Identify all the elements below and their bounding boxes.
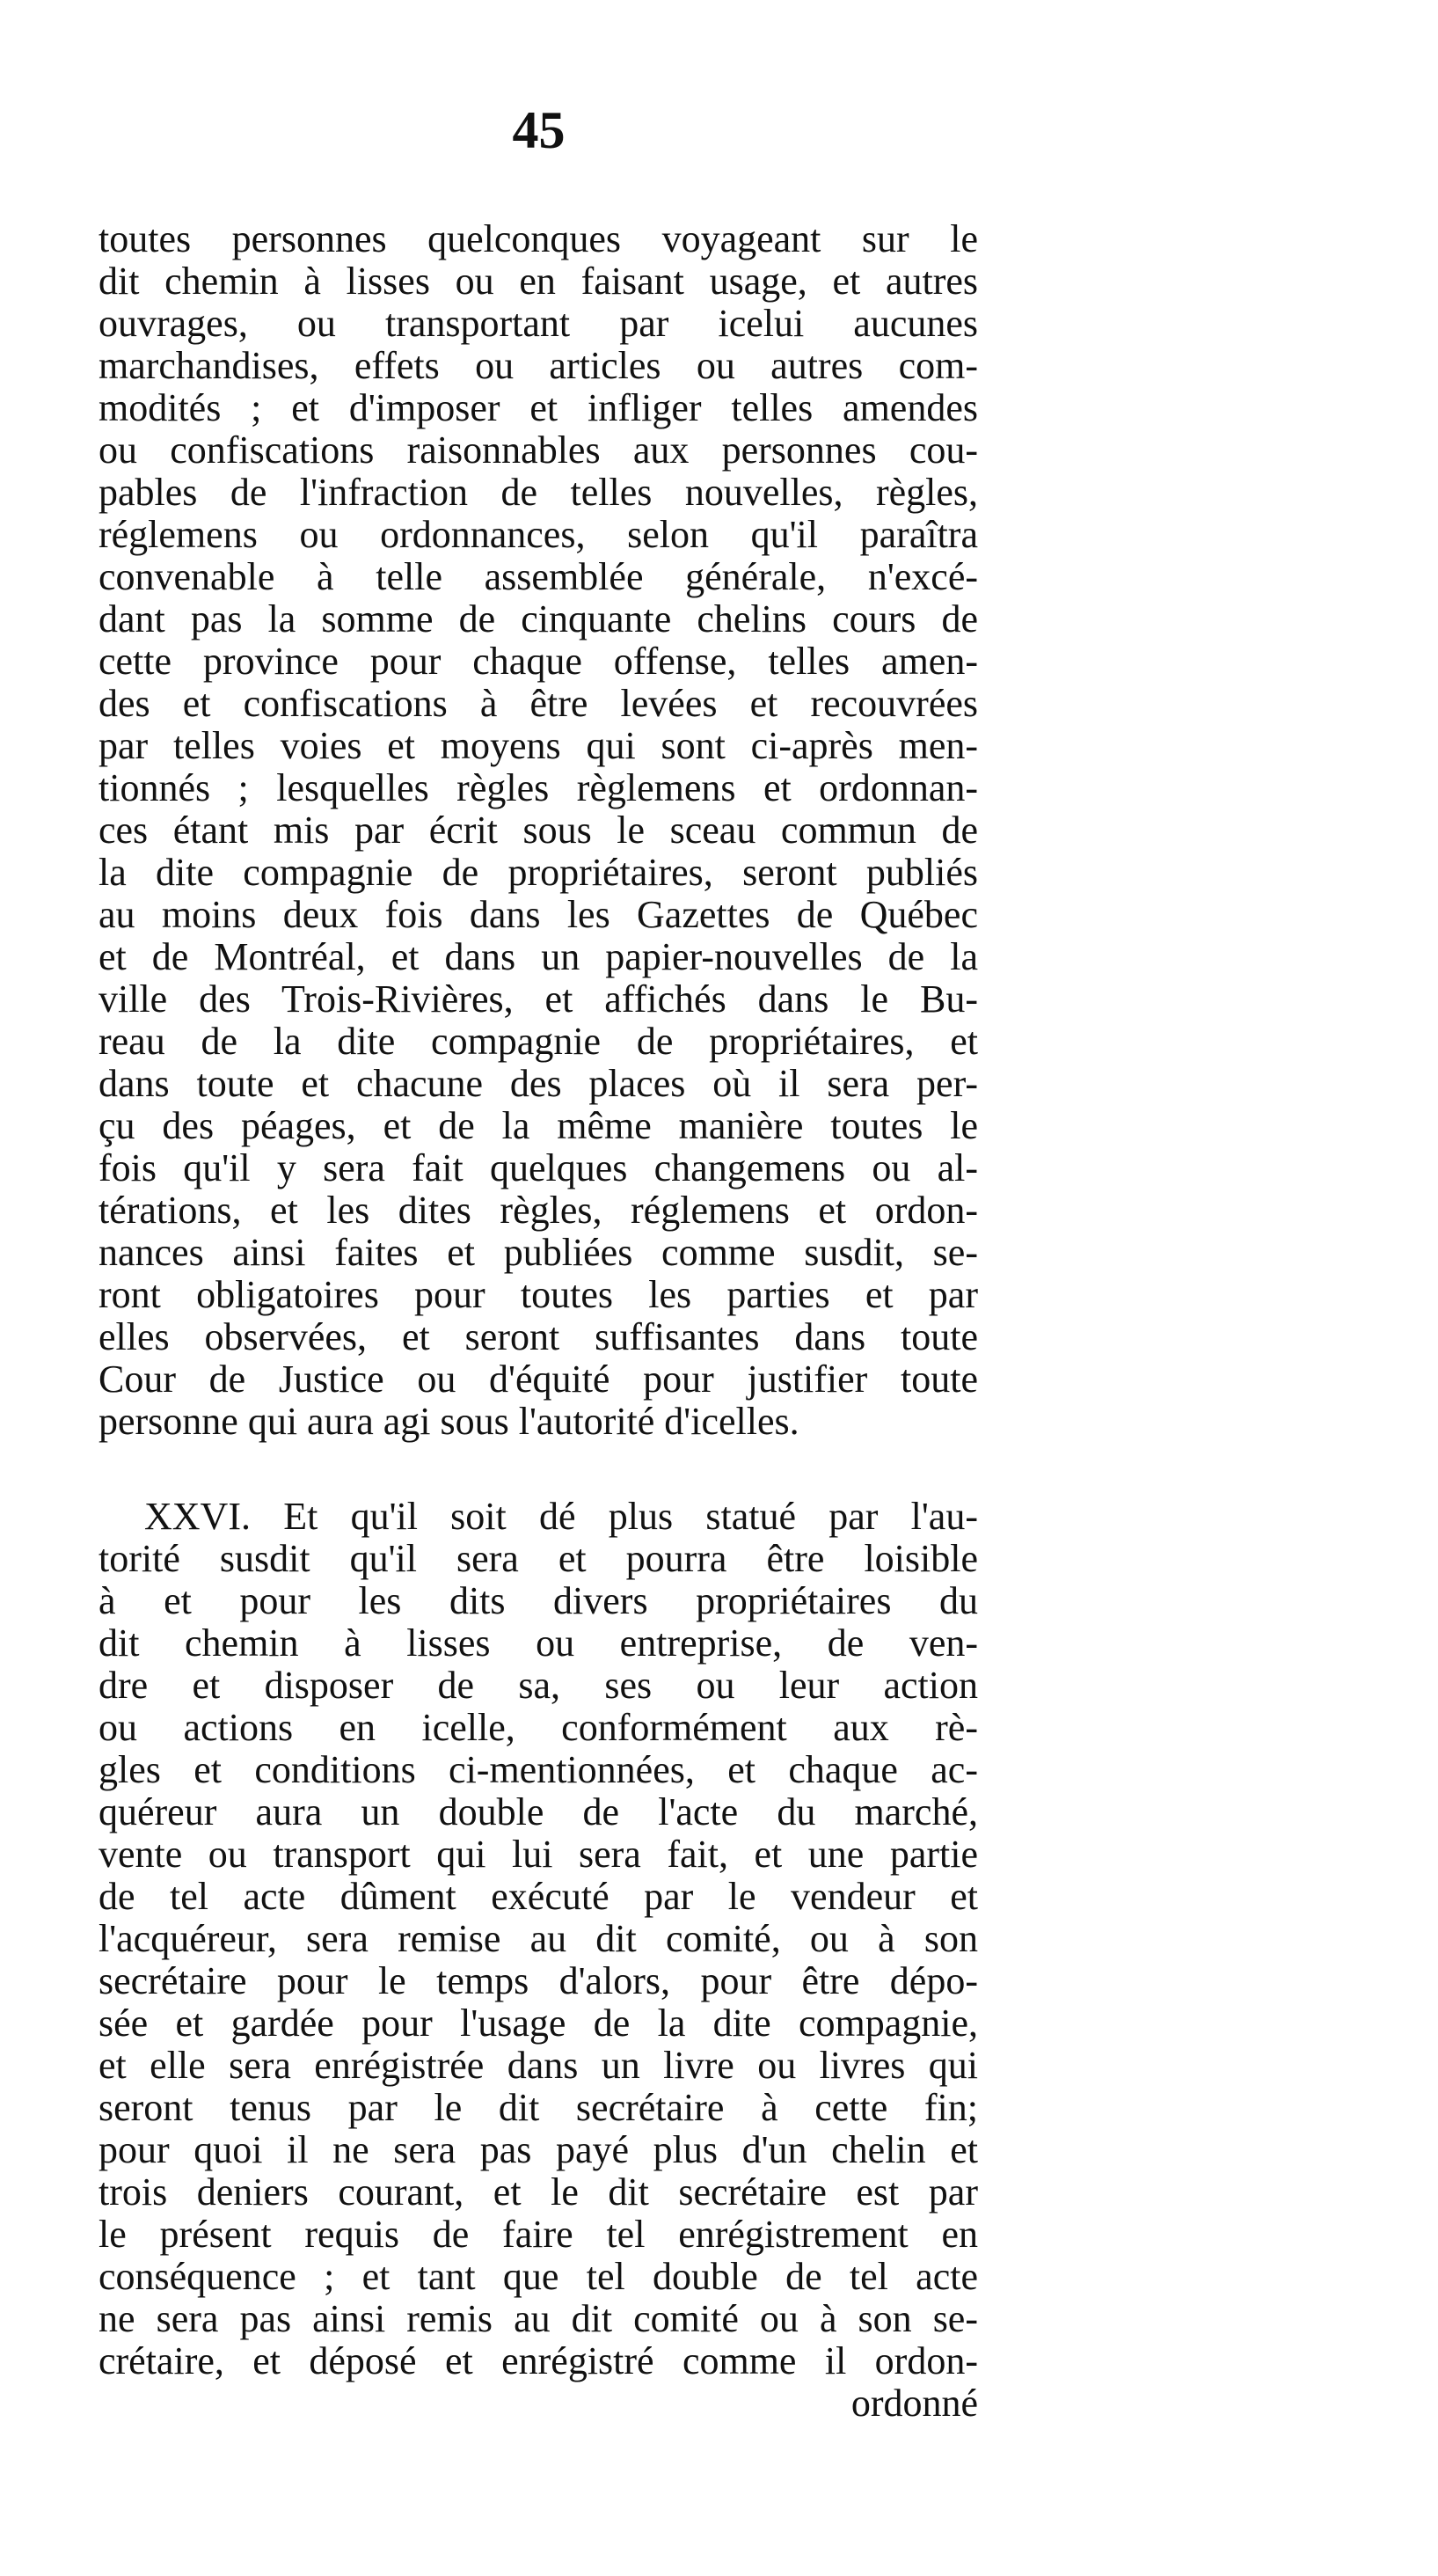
text-line: ville des Trois-Rivières, et affichés dans le Bu- [99,977,978,1021]
text-line: à et pour les dits divers propriétaires du [99,1579,978,1622]
text-line: personne qui aura agi sous l'autorité d'icelles. [99,1400,799,1443]
text-line: pour quoi il ne sera pas payé plus d'un chelin et [99,2128,978,2171]
text-line: des et confiscations à être levées et recouvrées [99,682,978,725]
text-line: elles observées, et seront suffisantes dans toute [99,1315,978,1358]
text-line: la dite compagnie de propriétaires, seront publiés [99,851,978,894]
text-line: toutes personnes quelconques voyageant sur le [99,217,978,260]
text-line: ront obligatoires pour toutes les parties et par [99,1273,978,1316]
text-line: nances ainsi faites et publiées comme susdit, se- [99,1231,978,1274]
text-line: tionnés ; lesquelles règles règlemens et ordonnan- [99,766,978,809]
text-line: quéreur aura un double de l'acte du marché, [99,1790,978,1833]
text-line: ou actions en icelle, conformément aux rè- [99,1706,978,1749]
text-line: térations, et les dites règles, réglemens et ordon- [99,1189,978,1232]
text-line: marchandises, effets ou articles ou autres com- [99,344,978,387]
paragraph-1 [99,218,978,1443]
text-line: modités ; et d'imposer et infliger telles amendes [99,386,978,429]
text-line: et de Montréal, et dans un papier-nouvelles de la [99,935,978,978]
text-line: pables de l'infraction de telles nouvelles, règles, [99,471,978,514]
text-line: ou confiscations raisonnables aux personnes cou- [99,428,978,472]
text-line: Cour de Justice ou d'équité pour justifier toute [99,1358,978,1401]
text-line: dit chemin à lisses ou en faisant usage, et autres [99,260,978,303]
text-line: fois qu'il y sera fait quelques changemens ou al- [99,1146,978,1189]
text-line: par telles voies et moyens qui sont ci-après men- [99,724,978,767]
text-line: dre et disposer de sa, ses ou leur action [99,1664,978,1707]
text-line: ouvrages, ou transportant par icelui aucunes [99,302,978,345]
text-line: de tel acte dûment exécuté par le vendeur et [99,1875,978,1918]
text-line: secrétaire pour le temps d'alors, pour être dépo- [99,1959,978,2002]
text-line: vente ou transport qui lui sera fait, et une partie [99,1833,978,1876]
catchword: ordonné [850,2382,978,2425]
text-line: dant pas la somme de cinquante chelins cours de [99,597,978,640]
text-line: torité susdit qu'il sera et pourra être loisible [99,1537,978,1580]
text-line: cette province pour chaque offense, telles amen- [99,640,978,683]
text-line: reau de la dite compagnie de propriétaires, et [99,1020,978,1063]
text-line: trois deniers courant, et le dit secrétaire est par [99,2170,978,2214]
page-number: 45 [512,101,566,159]
text-line: ne sera pas ainsi remis au dit comité ou à son se- [99,2297,978,2340]
text-line: gles et conditions ci-mentionnées, et chaque ac- [99,1748,978,1791]
text-line: XXVI. Et qu'il soit dé plus statué par l'au- [144,1495,978,1538]
text-line: seront tenus par le dit secrétaire à cette fin; [99,2086,978,2129]
text-line: et elle sera enrégistrée dans un livre ou livres qui [99,2044,978,2087]
text-line: crétaire, et déposé et enrégistré comme il ordon- [99,2339,978,2382]
text-line: dans toute et chacune des places où il sera per- [99,1062,978,1105]
text-line: au moins deux fois dans les Gazettes de Québec [99,893,978,936]
text-line: le présent requis de faire tel enrégistrement en [99,2213,978,2256]
paragraph-2 [99,1496,978,2425]
text-line: l'acquéreur, sera remise au dit comité, ou à son [99,1917,978,1960]
text-line: sée et gardée pour l'usage de la dite compagnie, [99,2002,978,2045]
text-line: convenable à telle assemblée générale, n'excé- [99,555,978,598]
text-line: dit chemin à lisses ou entreprise, de ven- [99,1621,978,1665]
text-line: ces étant mis par écrit sous le sceau commun de [99,809,978,852]
text-line: réglemens ou ordonnances, selon qu'il paraîtra [99,513,978,556]
text-line: conséquence ; et tant que tel double de tel acte [99,2255,978,2298]
text-line: çu des péages, et de la même manière toutes le [99,1104,978,1147]
